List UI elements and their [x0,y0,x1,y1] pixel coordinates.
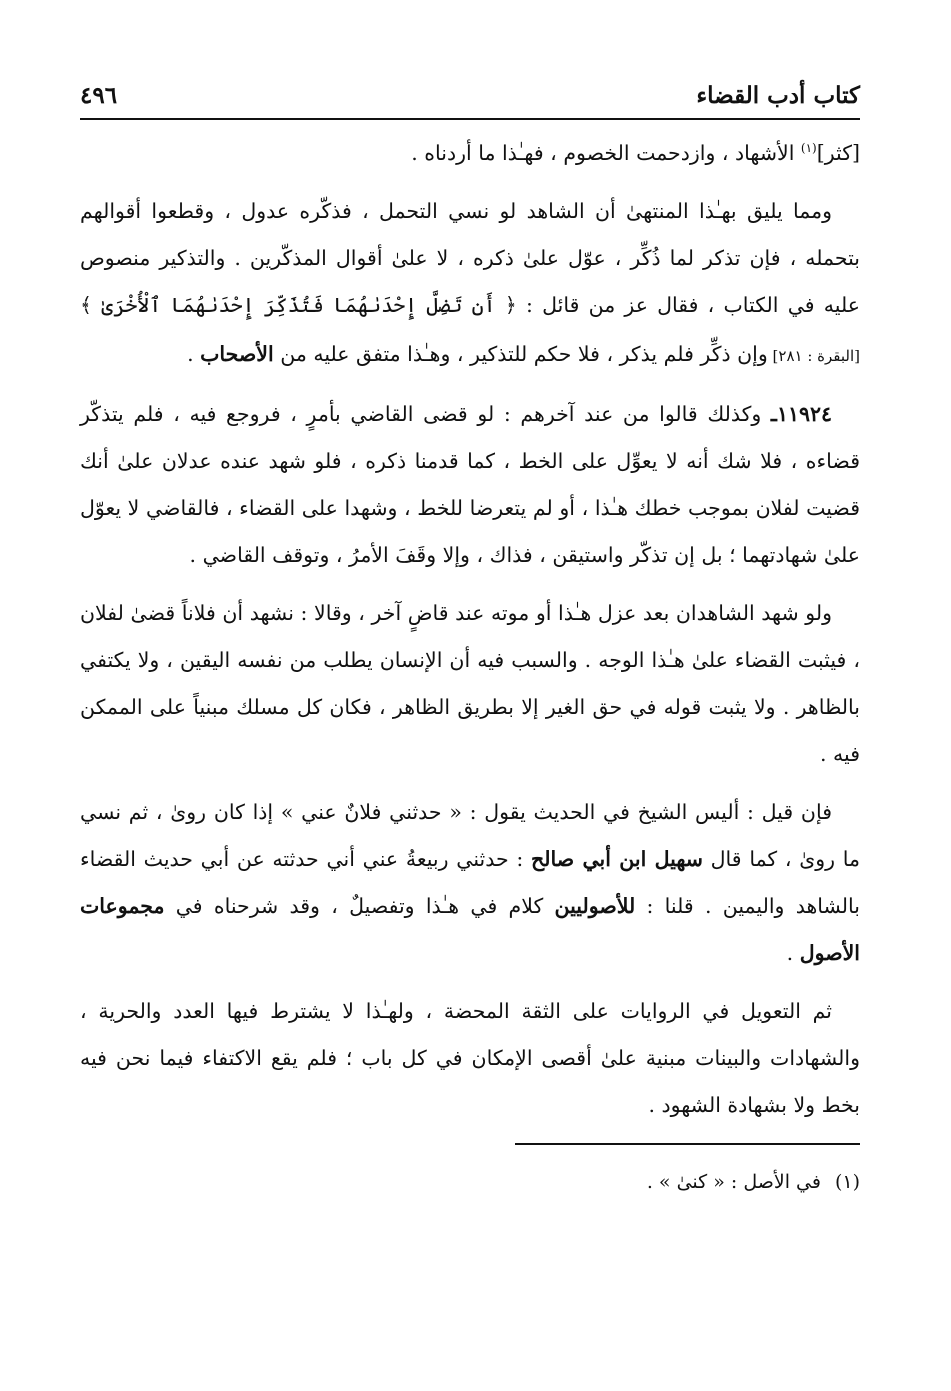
book-title: كتاب أدب القضاء [688,82,860,109]
paragraph-2 [80,188,860,380]
paragraph-5-text-c: كلام في هـٰذا وتفصيلٌ ، وقد شرحناه في [164,894,555,918]
bracketed-word: [كثر] [816,141,860,165]
paragraph-4 [80,590,860,778]
body-text [80,130,860,1129]
footnote-number: (١) [834,1171,860,1193]
page-header [80,78,860,120]
paragraph-5-text-b: : حدثني ربيعةُ عني أني حدثته عن أبي حديث القضاء بالشاهد واليمين . قلنا : [80,847,861,918]
book-page [80,78,860,1197]
footnote-text: في الأصل : « كنىٰ » . [646,1171,821,1193]
paragraph-6 [80,988,860,1129]
paragraph-3 [80,391,860,579]
page-number: ٤٩٦ [80,82,125,109]
paragraph-5 [80,789,860,977]
paragraph-3-text: وكذلك قالوا من عند آخرهم : لو قضى القاضي بأمرٍ ، فروجع فيه ، فلم يتذكّر قضاءه ، فلا شك أنه لا يعوِّل على الخط ، كما قدمنا ذكره ، فلو شهد عنده عدلان علىٰ أنك قضيت لفلان بموجب خطك هـٰذا ، أو لم يتعرضا للخط ، وشهدا على القضاء ، فالقاضي لا يعوّل علىٰ شهادتهما ؛ بل إن تذكّر واستيقن ، فذاك ، وإلا وقَفَ الأمرُ ، وتوقف القاضي . [80,402,860,567]
footnote-divider [515,1143,860,1145]
quran-verse: ﴿ أَن تَضِلَّ إِحْدَىٰهُمَا فَتُذَكِّرَ إِحْدَىٰهُمَا ٱلْأُخْرَىٰ ﴾ [80,293,517,317]
paragraph-5-text-d: . [786,941,800,965]
paragraph-2-end: . [187,342,201,366]
paragraph-1 [80,130,860,177]
paragraph-4-text: ولو شهد الشاهدان بعد عزل هـٰذا أو موته عند قاضٍ آخر ، وقالا : نشهد أن فلاناً قضىٰ لفلان ، فيثبت القضاء علىٰ هـٰذا الوجه . والسبب فيه أن الإنسان يطلب من نفسه اليقين ، ولا يكتفي بالظاهر . ولا يثبت قوله في حق الغير إلا بطريق الظاهر ، فكان كل مسلك مبنياً على الممكن فيه . [80,601,860,766]
bold-term-ashab: الأصحاب [200,342,274,366]
bold-term-usuliyyin: للأصوليين [554,894,636,918]
paragraph-5-text-a: فإن قيل : أليس الشيخ في الحديث يقول : « حدثني فلانٌ عني » إذا كان روىٰ ، ثم نسي ما روىٰ ، كما قال [80,800,860,871]
paragraph-number: ١١٩٢٤ـ [770,402,832,426]
footnote [80,1167,860,1197]
paragraph-1-text: الأشهاد ، وازدحمت الخصوم ، فهـٰذا ما أردناه . [411,141,801,165]
footnote-marker: (١) [800,141,817,156]
bold-title-majmuat: مجموعات الأصول [80,894,860,965]
paragraph-2-continuation: وإن ذكِّر فلم يذكر ، فلا حكم للتذكير ، وهـٰذا متفق عليه من [273,342,768,366]
paragraph-2-text: ومما يليق بهـٰذا المنتهىٰ أن الشاهد لو نسي التحمل ، فذكّره عدول ، وقطعوا أقوالهم بتحمله ، فإن تذكر لما ذُكِّر ، عوّل علىٰ ذكره ، لا علىٰ أقوال المذكّرين . والتذكير منصوص عليه في الكتاب ، فقال عز من قائل : [80,199,860,317]
paragraph-6-text: ثم التعويل في الروايات على الثقة المحضة ، ولهـٰذا لا يشترط فيها العدد والحرية ، والشهادات والبينات مبنية علىٰ أقصى الإمكان في كل باب ؛ فلم يقع الاكتفاء فيما نحن فيه بخط ولا بشهادة الشهود . [80,999,860,1117]
verse-reference: [البقرة : ٢٨١] [767,347,860,365]
bold-name-suhail: سهيل ابن أبي صالح [530,847,703,871]
